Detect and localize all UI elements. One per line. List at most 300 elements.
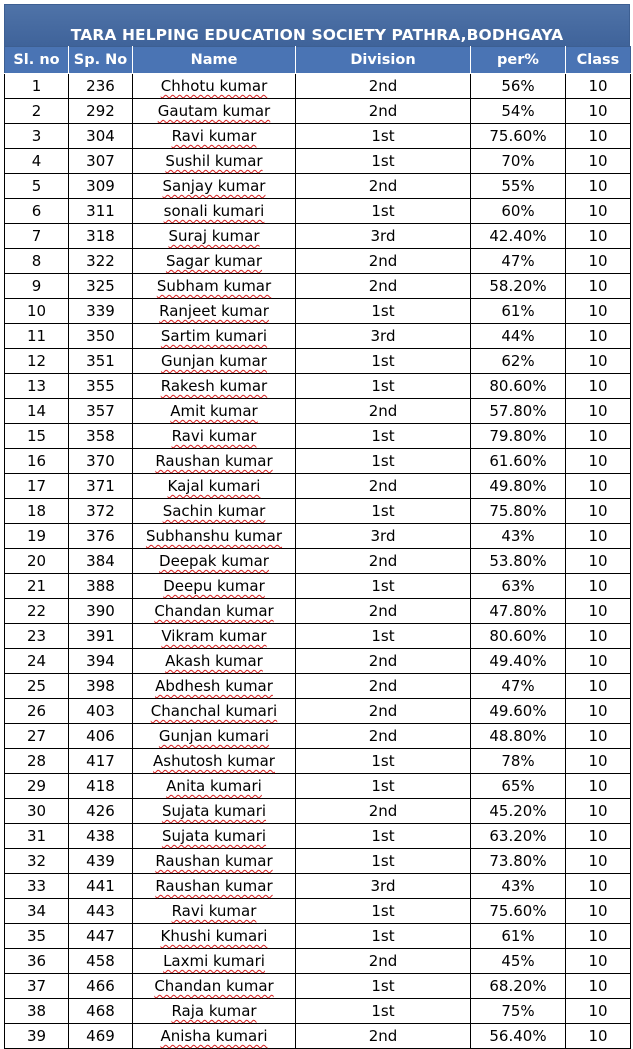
cell-sl-no: 39: [5, 1024, 69, 1049]
cell-division: 2nd: [296, 724, 471, 749]
cell-division: 2nd: [296, 949, 471, 974]
cell-division: 2nd: [296, 599, 471, 624]
cell-sp-no: 458: [69, 949, 133, 974]
cell-percent: 47%: [471, 249, 566, 274]
cell-percent: 48.80%: [471, 724, 566, 749]
cell-class: 10: [566, 74, 631, 99]
cell-name: [133, 524, 296, 549]
cell-percent: 47%: [471, 674, 566, 699]
cell-sl-no: 8: [5, 249, 69, 274]
cell-division: 2nd: [296, 274, 471, 299]
cell-sp-no: 350: [69, 324, 133, 349]
cell-class: 10: [566, 274, 631, 299]
student-name: Sanjay kumar: [162, 177, 266, 195]
cell-percent: 47.80%: [471, 599, 566, 624]
cell-division: 2nd: [296, 799, 471, 824]
cell-class: 10: [566, 674, 631, 699]
cell-division: 1st: [296, 974, 471, 999]
cell-name: [133, 474, 296, 499]
table-row: [5, 174, 631, 199]
table-body: [5, 74, 631, 1049]
table-row: [5, 399, 631, 424]
cell-class: 10: [566, 999, 631, 1024]
cell-division: 1st: [296, 424, 471, 449]
cell-sp-no: 403: [69, 699, 133, 724]
cell-sl-no: 26: [5, 699, 69, 724]
cell-sp-no: 339: [69, 299, 133, 324]
table-row: [5, 349, 631, 374]
student-name: Kajal kumari: [167, 477, 261, 495]
cell-class: 10: [566, 99, 631, 124]
table-row: [5, 899, 631, 924]
cell-name: [133, 624, 296, 649]
cell-name: [133, 874, 296, 899]
table-row: [5, 449, 631, 474]
cell-class: 10: [566, 849, 631, 874]
cell-class: 10: [566, 199, 631, 224]
cell-class: 10: [566, 424, 631, 449]
cell-sl-no: 21: [5, 574, 69, 599]
cell-division: 1st: [296, 999, 471, 1024]
cell-class: 10: [566, 899, 631, 924]
cell-sl-no: 25: [5, 674, 69, 699]
cell-name: [133, 374, 296, 399]
table-row: [5, 324, 631, 349]
cell-division: 1st: [296, 749, 471, 774]
cell-class: 10: [566, 449, 631, 474]
cell-division: 2nd: [296, 549, 471, 574]
student-name: Abdhesh kumar: [155, 677, 273, 695]
cell-percent: 49.40%: [471, 649, 566, 674]
column-header-division: Division: [296, 47, 471, 74]
cell-sp-no: 469: [69, 1024, 133, 1049]
cell-division: 1st: [296, 849, 471, 874]
cell-division: 1st: [296, 774, 471, 799]
cell-division: 2nd: [296, 674, 471, 699]
cell-percent: 63%: [471, 574, 566, 599]
cell-name: [133, 949, 296, 974]
cell-sl-no: 23: [5, 624, 69, 649]
student-name: Ravi kumar: [171, 427, 257, 445]
cell-division: 3rd: [296, 524, 471, 549]
cell-name: [133, 199, 296, 224]
cell-sl-no: 3: [5, 124, 69, 149]
cell-sl-no: 14: [5, 399, 69, 424]
cell-sl-no: 13: [5, 374, 69, 399]
cell-name: [133, 74, 296, 99]
cell-name: [133, 699, 296, 724]
cell-sl-no: 22: [5, 599, 69, 624]
result-sheet: [4, 4, 630, 1049]
cell-sp-no: 441: [69, 874, 133, 899]
student-name: Raushan kumar: [155, 877, 273, 895]
cell-sp-no: 318: [69, 224, 133, 249]
cell-name: [133, 724, 296, 749]
cell-name: [133, 349, 296, 374]
cell-division: 1st: [296, 824, 471, 849]
cell-sp-no: 418: [69, 774, 133, 799]
cell-sp-no: 351: [69, 349, 133, 374]
student-name: Subhanshu kumar: [145, 527, 283, 545]
cell-name: [133, 774, 296, 799]
cell-sl-no: 18: [5, 499, 69, 524]
cell-division: 1st: [296, 374, 471, 399]
student-name: Chhotu kumar: [160, 77, 268, 95]
table-row: [5, 499, 631, 524]
table-row: [5, 99, 631, 124]
cell-division: 2nd: [296, 99, 471, 124]
student-name: Anisha kumari: [160, 1027, 268, 1045]
cell-name: [133, 124, 296, 149]
cell-sl-no: 11: [5, 324, 69, 349]
table-row: [5, 674, 631, 699]
cell-division: 1st: [296, 574, 471, 599]
cell-class: 10: [566, 499, 631, 524]
cell-sl-no: 31: [5, 824, 69, 849]
cell-sl-no: 4: [5, 149, 69, 174]
cell-percent: 80.60%: [471, 624, 566, 649]
student-name: Laxmi kumari: [163, 952, 265, 970]
cell-division: 1st: [296, 449, 471, 474]
cell-class: 10: [566, 624, 631, 649]
cell-percent: 75.60%: [471, 899, 566, 924]
cell-division: 1st: [296, 924, 471, 949]
cell-class: 10: [566, 1024, 631, 1049]
cell-class: 10: [566, 574, 631, 599]
cell-division: 2nd: [296, 74, 471, 99]
cell-sl-no: 37: [5, 974, 69, 999]
student-name: Ashutosh kumar: [153, 752, 275, 770]
cell-sl-no: 10: [5, 299, 69, 324]
cell-sl-no: 36: [5, 949, 69, 974]
student-name: Anita kumari: [166, 777, 262, 795]
cell-sp-no: 357: [69, 399, 133, 424]
student-name: sonali kumari: [163, 202, 265, 220]
student-name: Sujata kumari: [161, 802, 267, 820]
cell-percent: 45%: [471, 949, 566, 974]
cell-class: 10: [566, 724, 631, 749]
cell-division: 1st: [296, 624, 471, 649]
cell-sl-no: 9: [5, 274, 69, 299]
cell-division: 1st: [296, 349, 471, 374]
cell-name: [133, 324, 296, 349]
table-row: [5, 199, 631, 224]
cell-class: 10: [566, 874, 631, 899]
cell-sl-no: 6: [5, 199, 69, 224]
table-row: [5, 824, 631, 849]
cell-sp-no: 355: [69, 374, 133, 399]
student-name: Chanchal kumari: [150, 702, 278, 720]
cell-sp-no: 304: [69, 124, 133, 149]
cell-sl-no: 2: [5, 99, 69, 124]
student-name: Rakesh kumar: [160, 377, 268, 395]
cell-sp-no: 417: [69, 749, 133, 774]
cell-division: 3rd: [296, 874, 471, 899]
cell-sl-no: 32: [5, 849, 69, 874]
student-name: Sagar kumar: [165, 252, 263, 270]
cell-percent: 44%: [471, 324, 566, 349]
cell-name: [133, 974, 296, 999]
cell-division: 2nd: [296, 649, 471, 674]
table-row: [5, 849, 631, 874]
cell-class: 10: [566, 474, 631, 499]
student-name: Ravi kumar: [171, 127, 257, 145]
cell-sl-no: 38: [5, 999, 69, 1024]
table-row: [5, 624, 631, 649]
cell-sl-no: 20: [5, 549, 69, 574]
table-row: [5, 774, 631, 799]
cell-class: 10: [566, 599, 631, 624]
column-header-name: Name: [133, 47, 296, 74]
cell-percent: 79.80%: [471, 424, 566, 449]
table-row: [5, 1024, 631, 1049]
student-name: Vikram kumar: [161, 627, 267, 645]
cell-name: [133, 274, 296, 299]
cell-percent: 73.80%: [471, 849, 566, 874]
cell-name: [133, 999, 296, 1024]
cell-class: 10: [566, 149, 631, 174]
cell-sl-no: 19: [5, 524, 69, 549]
cell-name: [133, 849, 296, 874]
table-row: [5, 374, 631, 399]
student-name: Khushi kumari: [160, 927, 268, 945]
cell-percent: 60%: [471, 199, 566, 224]
cell-class: 10: [566, 124, 631, 149]
table-row: [5, 724, 631, 749]
cell-name: [133, 449, 296, 474]
table-row: [5, 924, 631, 949]
sheet-title: TARA HELPING EDUCATION SOCIETY PATHRA,BODHGAYA: [4, 4, 630, 46]
column-header-sl-no: Sl. no: [5, 47, 69, 74]
cell-name: [133, 174, 296, 199]
student-name: Suraj kumar: [168, 227, 260, 245]
cell-name: [133, 899, 296, 924]
cell-sl-no: 24: [5, 649, 69, 674]
cell-division: 1st: [296, 199, 471, 224]
cell-division: 3rd: [296, 224, 471, 249]
cell-division: 2nd: [296, 474, 471, 499]
cell-name: [133, 799, 296, 824]
table-row: [5, 149, 631, 174]
cell-percent: 78%: [471, 749, 566, 774]
cell-division: 2nd: [296, 249, 471, 274]
cell-class: 10: [566, 399, 631, 424]
cell-name: [133, 1024, 296, 1049]
table-row: [5, 599, 631, 624]
cell-sp-no: 468: [69, 999, 133, 1024]
column-header-percent: per%: [471, 47, 566, 74]
cell-sp-no: 307: [69, 149, 133, 174]
cell-sl-no: 27: [5, 724, 69, 749]
table-row: [5, 224, 631, 249]
cell-name: [133, 924, 296, 949]
cell-sp-no: 426: [69, 799, 133, 824]
column-header-class: Class: [566, 47, 631, 74]
cell-percent: 57.80%: [471, 399, 566, 424]
cell-percent: 75.80%: [471, 499, 566, 524]
cell-percent: 42.40%: [471, 224, 566, 249]
cell-sp-no: 447: [69, 924, 133, 949]
cell-division: 1st: [296, 124, 471, 149]
cell-class: 10: [566, 649, 631, 674]
cell-name: [133, 149, 296, 174]
cell-name: [133, 299, 296, 324]
cell-sp-no: 292: [69, 99, 133, 124]
cell-name: [133, 499, 296, 524]
table-row: [5, 249, 631, 274]
cell-percent: 80.60%: [471, 374, 566, 399]
student-name: Sushil kumar: [165, 152, 263, 170]
student-name: Deepu kumar: [163, 577, 265, 595]
cell-division: 2nd: [296, 174, 471, 199]
cell-percent: 68.20%: [471, 974, 566, 999]
cell-sl-no: 15: [5, 424, 69, 449]
cell-percent: 61%: [471, 299, 566, 324]
cell-name: [133, 99, 296, 124]
cell-sp-no: 394: [69, 649, 133, 674]
student-name: Gunjan kumari: [158, 727, 270, 745]
cell-division: 1st: [296, 299, 471, 324]
cell-sl-no: 7: [5, 224, 69, 249]
cell-division: 2nd: [296, 699, 471, 724]
cell-name: [133, 424, 296, 449]
cell-sp-no: 466: [69, 974, 133, 999]
student-name: Raja kumar: [171, 1002, 257, 1020]
cell-name: [133, 824, 296, 849]
table-row: [5, 799, 631, 824]
cell-sp-no: 390: [69, 599, 133, 624]
cell-name: [133, 749, 296, 774]
cell-percent: 49.60%: [471, 699, 566, 724]
header-row: [5, 47, 631, 74]
cell-sp-no: 376: [69, 524, 133, 549]
student-name: Chandan kumar: [154, 602, 274, 620]
cell-sp-no: 325: [69, 274, 133, 299]
cell-division: 1st: [296, 149, 471, 174]
cell-sp-no: 438: [69, 824, 133, 849]
cell-class: 10: [566, 299, 631, 324]
student-name: Gautam kumar: [157, 102, 271, 120]
table-row: [5, 124, 631, 149]
cell-sl-no: 35: [5, 924, 69, 949]
table-row: [5, 649, 631, 674]
cell-percent: 58.20%: [471, 274, 566, 299]
cell-percent: 55%: [471, 174, 566, 199]
student-name: Deepak kumar: [159, 552, 269, 570]
cell-sl-no: 12: [5, 349, 69, 374]
cell-percent: 56%: [471, 74, 566, 99]
cell-percent: 49.80%: [471, 474, 566, 499]
table-row: [5, 699, 631, 724]
cell-sl-no: 33: [5, 874, 69, 899]
cell-sp-no: 406: [69, 724, 133, 749]
cell-sp-no: 388: [69, 574, 133, 599]
column-header-sp-no: Sp. No: [69, 47, 133, 74]
cell-name: [133, 399, 296, 424]
cell-class: 10: [566, 699, 631, 724]
cell-sp-no: 398: [69, 674, 133, 699]
cell-percent: 65%: [471, 774, 566, 799]
student-name: Subham kumar: [156, 277, 272, 295]
cell-class: 10: [566, 174, 631, 199]
table-row: [5, 474, 631, 499]
cell-sl-no: 28: [5, 749, 69, 774]
cell-sp-no: 372: [69, 499, 133, 524]
cell-sp-no: 370: [69, 449, 133, 474]
cell-class: 10: [566, 774, 631, 799]
cell-class: 10: [566, 524, 631, 549]
cell-name: [133, 574, 296, 599]
cell-sp-no: 322: [69, 249, 133, 274]
cell-sp-no: 443: [69, 899, 133, 924]
cell-percent: 61.60%: [471, 449, 566, 474]
cell-sp-no: 439: [69, 849, 133, 874]
cell-sp-no: 391: [69, 624, 133, 649]
student-name: Raushan kumar: [155, 452, 273, 470]
cell-sl-no: 30: [5, 799, 69, 824]
cell-class: 10: [566, 799, 631, 824]
cell-class: 10: [566, 349, 631, 374]
table-row: [5, 549, 631, 574]
cell-name: [133, 599, 296, 624]
cell-sl-no: 16: [5, 449, 69, 474]
cell-class: 10: [566, 974, 631, 999]
cell-sp-no: 384: [69, 549, 133, 574]
cell-percent: 75%: [471, 999, 566, 1024]
cell-class: 10: [566, 824, 631, 849]
cell-percent: 45.20%: [471, 799, 566, 824]
cell-percent: 75.60%: [471, 124, 566, 149]
cell-percent: 56.40%: [471, 1024, 566, 1049]
student-name: Gunjan kumar: [161, 352, 267, 370]
student-name: Amit kumar: [170, 402, 258, 420]
cell-sp-no: 311: [69, 199, 133, 224]
cell-sp-no: 236: [69, 74, 133, 99]
cell-sl-no: 1: [5, 74, 69, 99]
cell-division: 2nd: [296, 399, 471, 424]
student-name: Raushan kumar: [155, 852, 273, 870]
cell-percent: 54%: [471, 99, 566, 124]
student-name: Sartim kumari: [160, 327, 268, 345]
table-row: [5, 749, 631, 774]
student-name: Sujata kumari: [161, 827, 267, 845]
cell-percent: 43%: [471, 874, 566, 899]
cell-class: 10: [566, 324, 631, 349]
table-row: [5, 299, 631, 324]
cell-class: 10: [566, 249, 631, 274]
cell-name: [133, 224, 296, 249]
cell-name: [133, 674, 296, 699]
table-row: [5, 424, 631, 449]
table-row: [5, 274, 631, 299]
cell-name: [133, 649, 296, 674]
student-name: Chandan kumar: [154, 977, 274, 995]
table-row: [5, 524, 631, 549]
table-row: [5, 999, 631, 1024]
cell-percent: 63.20%: [471, 824, 566, 849]
student-name: Ranjeet kumar: [159, 302, 269, 320]
cell-name: [133, 549, 296, 574]
cell-class: 10: [566, 224, 631, 249]
cell-class: 10: [566, 374, 631, 399]
cell-percent: 43%: [471, 524, 566, 549]
cell-division: 3rd: [296, 324, 471, 349]
cell-sl-no: 29: [5, 774, 69, 799]
table-row: [5, 874, 631, 899]
table-row: [5, 974, 631, 999]
cell-sl-no: 5: [5, 174, 69, 199]
cell-division: 1st: [296, 499, 471, 524]
